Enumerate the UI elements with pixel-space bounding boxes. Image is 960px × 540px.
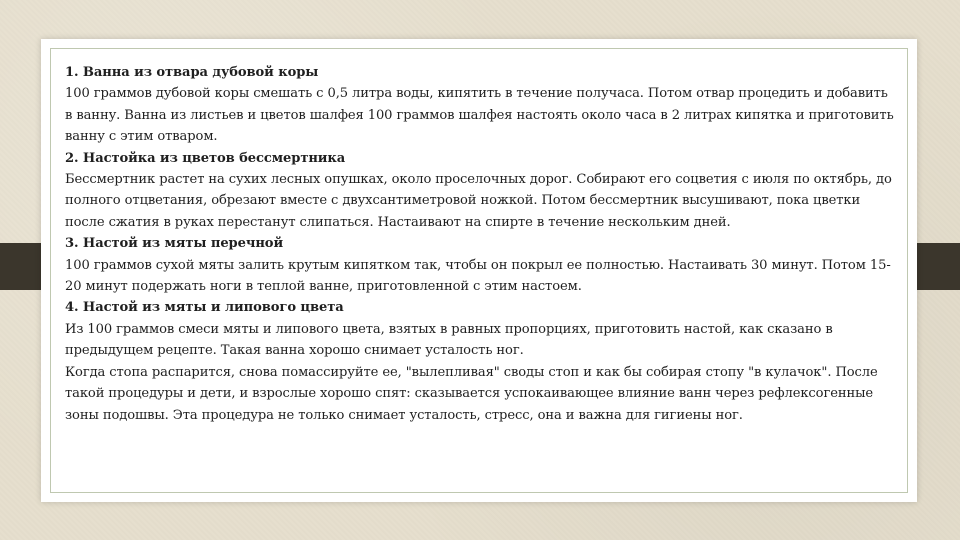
- slide-content: [65, 62, 895, 426]
- section-3-paragraph: 100 граммов сухой мяты залить крутым кипятком так, чтобы он покрыл ее полностью. Настаивать 30 минут. Потом 15-20 минут подержать ноги в теплой ванне, приготовленной с этим настоем.: [65, 257, 891, 295]
- section-4-paragraph-2: Когда стопа распарится, снова помассируйте ее, "вылепливая" своды стоп и как бы собирая стопу "в кулачок". После такой процедуры и дети, и взрослые хорошо спят: сказывается успокаивающее влияние ванн через рефлексогенные зоны подошвы. Эта процедура не только снимает усталость, стресс, она и важна для гигиены ног.: [65, 364, 878, 423]
- section-2-paragraph: Бессмертник растет на сухих лесных опушках, около проселочных дорог. Собирают его соцветия с июля по октябрь, до полного отцветания, обрезают вместе с двухсантиметровой ножкой. Потом бессмертник высушивают, пока цветки после сжатия в руках перестанут слипаться. Настаивают на спирте в течение нескольким дней.: [65, 172, 892, 230]
- slide-card: [41, 39, 917, 502]
- section-4-paragraph-1: Из 100 граммов смеси мяты и липового цвета, взятых в равных пропорциях, приготовить настой, как сказано в предыдущем рецепте. Такая ванна хорошо снимает усталость ног.: [65, 321, 833, 359]
- left-decorative-bar: [0, 243, 42, 290]
- section-3-heading: 3. Настой из мяты перечной: [65, 236, 284, 252]
- section-4-heading: 4. Настой из мяты и липового цвета: [65, 300, 344, 316]
- section-1-paragraph: 100 граммов дубовой коры смешать с 0,5 литра воды, кипятить в течение получаса. Потом отвар процедить и добавить в ванну. Ванна из листьев и цветов шалфея 100 граммов шалфея настоять около часа в 2 литрах кипятка и приготовить ванну с этим отваром.: [65, 86, 894, 145]
- section-2-heading: 2. Настойка из цветов бессмертника: [65, 150, 346, 166]
- section-1-heading: 1. Ванна из отвара дубовой коры: [65, 65, 319, 80]
